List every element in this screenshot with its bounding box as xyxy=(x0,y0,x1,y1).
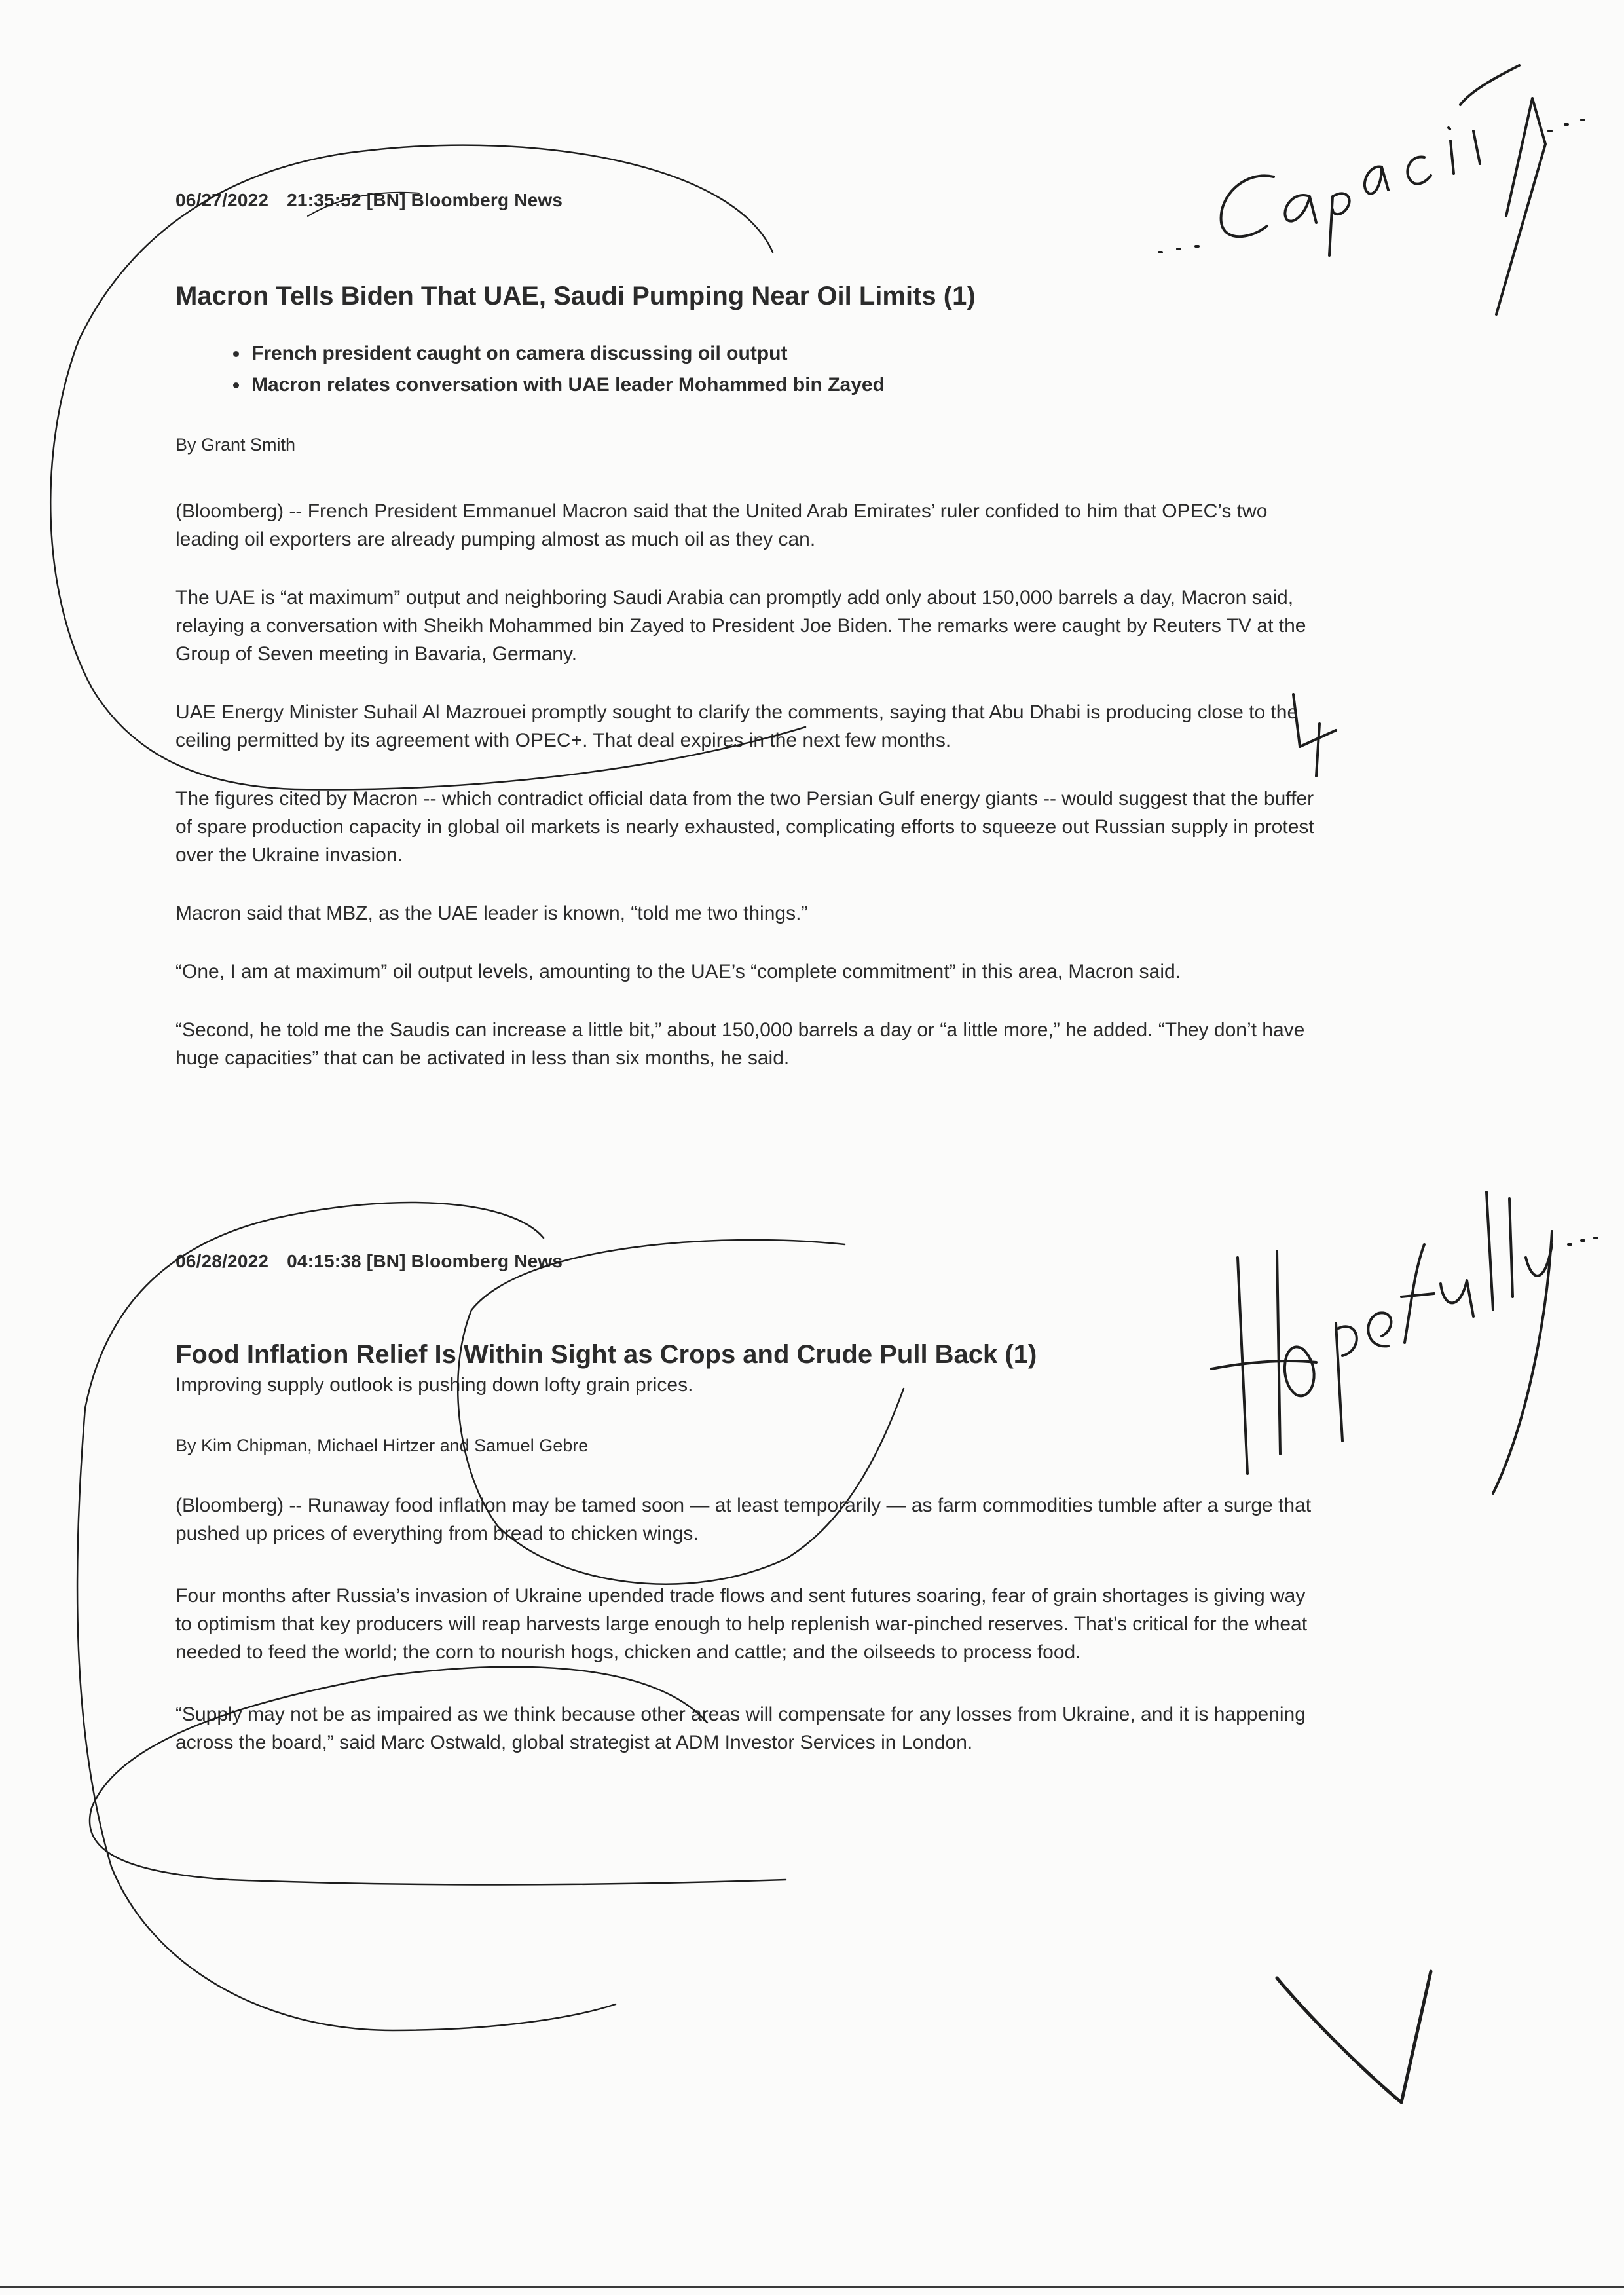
summary-bullet: • Macron relates conversation with UAE leader Mohammed bin Zayed xyxy=(249,369,1321,401)
article-paragraph: (Bloomberg) -- Runaway food inflation may be tamed soon — at least temporarily — as farm commodities tumble after a surge that pushed up prices of everything from bread to chicken wings. xyxy=(175,1495,1312,1544)
page-bottom-rule xyxy=(0,2286,1624,2288)
article-paragraph: Macron said that MBZ, as the UAE leader is known, “told me two things.” xyxy=(175,903,808,924)
article-time-source: 04:15:38 [BN] Bloomberg News xyxy=(287,1251,563,1271)
article-paragraph: The figures cited by Macron -- which contradict official data from the two Persian Gulf energy giants -- would suggest that the buffer of spare production capacity in global oil markets is nearly exhausted, complicating efforts to squeeze out Russian supply in protest over the Ukraine invasion. xyxy=(175,788,1314,866)
pen-loop-article-1 xyxy=(50,145,805,790)
pen-loop-center xyxy=(458,1240,904,1584)
article-paragraph: “Supply may not be as impaired as we think because other areas will compensate for any losses from Ukraine, and it is happening across the board,” said Marc Ostwald, global strategist at ADM Investor Services in London. xyxy=(175,1704,1306,1753)
article-time-source: 21:35:52 [BN] Bloomberg News xyxy=(287,190,563,210)
article-date: 06/28/2022 xyxy=(175,1251,269,1271)
article-paragraph: UAE Energy Minister Suhail Al Mazrouei promptly sought to clarify the comments, saying that Abu Dhabi is producing close to the ceiling permitted by its agreement with OPEC+. That deal expires in the next few months. xyxy=(175,701,1299,751)
handwritten-capacity xyxy=(1159,65,1584,314)
article-subhead: Improving supply outlook is pushing down lofty grain prices. xyxy=(175,1374,693,1396)
checkmark-icon xyxy=(1277,1971,1431,2102)
article-paragraph: The UAE is “at maximum” output and neighboring Saudi Arabia can promptly add only about 150,000 barrels a day, Macron said, relaying a conversation with Sheikh Mohammed bin Zayed to President Joe Biden. The remarks were caught by Reuters TV at the Group of Seven meeting in Bavaria, Germany. xyxy=(175,587,1306,665)
pen-tick-arc xyxy=(308,193,419,216)
pen-loop-article-2 xyxy=(77,1203,616,2030)
article-paragraph: “One, I am at maximum” oil output levels, amounting to the UAE’s “complete commitment” in this area, Macron said. xyxy=(175,961,1181,982)
pen-loop-lower xyxy=(90,1667,786,1885)
article-byline: By Grant Smith xyxy=(175,435,296,455)
summary-bullet: • French president caught on camera discussing oil output xyxy=(249,338,1321,369)
article-headline: Macron Tells Biden That UAE, Saudi Pumping Near Oil Limits (1) xyxy=(175,282,976,310)
article-byline: By Kim Chipman, Michael Hirtzer and Samuel Gebre xyxy=(175,1436,589,1455)
article-date: 06/27/2022 xyxy=(175,190,269,210)
handwritten-hopefully xyxy=(1211,1192,1597,1493)
article-headline: Food Inflation Relief Is Within Sight as Crops and Crude Pull Back (1) xyxy=(175,1340,1037,1369)
article-paragraph: Four months after Russia’s invasion of Ukraine upended trade flows and sent futures soaring, fear of grain shortages is giving way to optimism that key producers will reap harvests large enough to help replenish war-pinched reserves. That’s critical for the wheat needed to feed the world; the corn to nourish hogs, chicken and cattle; and the oilseeds to process food. xyxy=(175,1585,1308,1663)
article-paragraph: “Second, he told me the Saudis can increase a little bit,” about 150,000 barrels a day or “a little more,” he added. “They don’t have huge capacities” that can be activated in less than six months, he said. xyxy=(175,1019,1305,1069)
article-paragraph: (Bloomberg) -- French President Emmanuel Macron said that the United Arab Emirates’ ruler confided to him that OPEC’s two leading oil exporters are already pumping almost as much oil as they can. xyxy=(175,500,1268,550)
margin-mark xyxy=(1293,694,1336,776)
